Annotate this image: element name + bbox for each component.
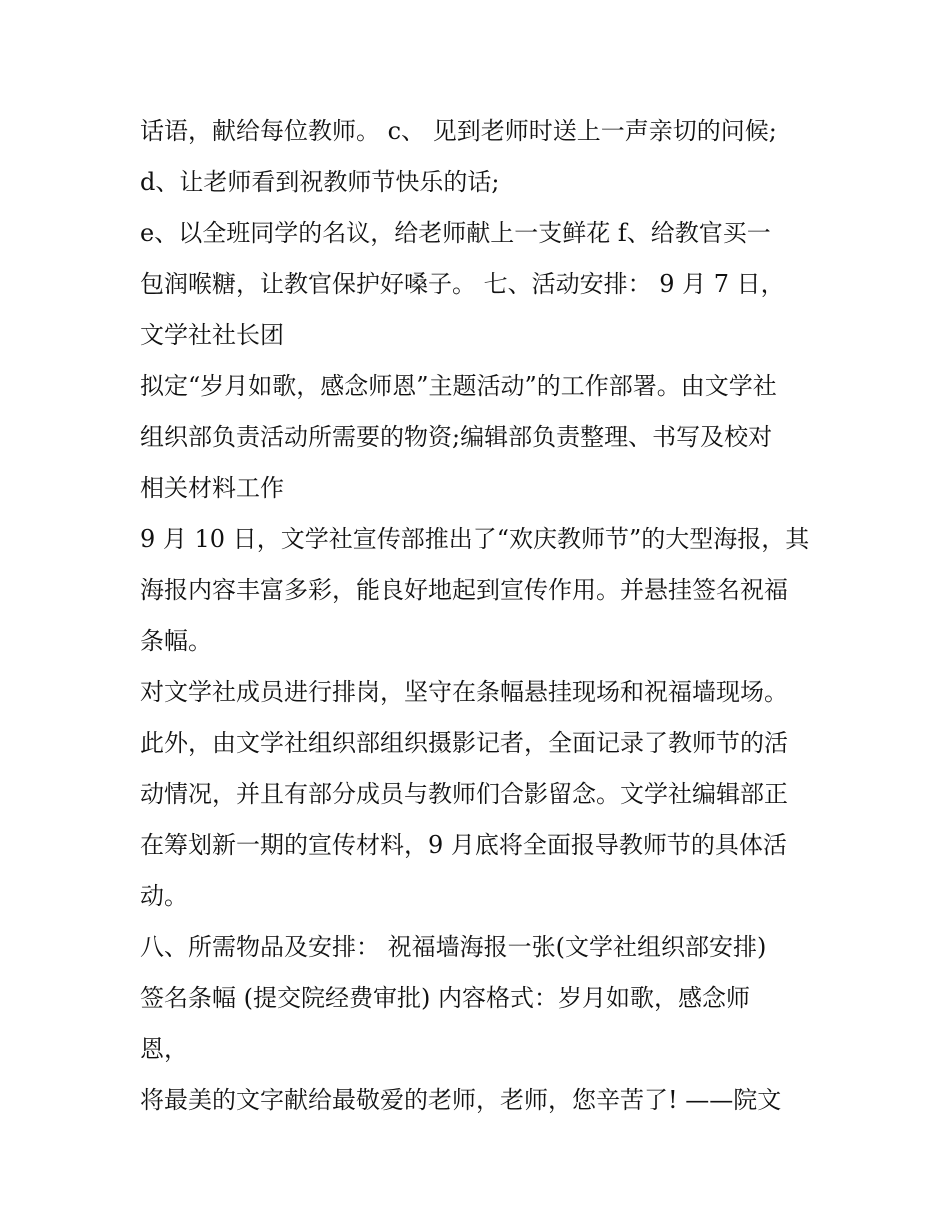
text-line: 拟定“岁月如歌，感念师恩”主题活动”的工作部署。由文学社 [140, 372, 777, 400]
text-line: 将最美的文字献给最敬爱的老师，老师，您辛苦了! ——院文 [140, 1086, 782, 1114]
text-line: 条幅。 [140, 627, 212, 655]
text-line: 恩， [140, 1035, 188, 1063]
text-line: 签名条幅 (提交院经费审批) 内容格式：岁月如歌，感念师 [140, 984, 750, 1012]
text-line: d、让老师看到祝教师节快乐的话; [140, 168, 500, 196]
text-line: 文学社社长团 [140, 321, 284, 349]
text-line: 包润喉糖，让教官保护好嗓子。 七、活动安排： 9 月 7 日， [140, 270, 785, 298]
text-line: 话语，献给每位教师。 c、 见到老师时送上一声亲切的问候; [140, 117, 777, 145]
text-line: 组织部负责活动所需要的物资;编辑部负责整理、书写及校对 [140, 423, 773, 451]
text-line: 动情况，并且有部分成员与教师们合影留念。文学社编辑部正 [140, 780, 788, 808]
text-line: 动。 [140, 882, 188, 910]
text-line: 海报内容丰富多彩，能良好地起到宣传作用。并悬挂签名祝福 [140, 576, 788, 604]
text-line: e、以全班同学的名议，给老师献上一支鲜花 f、给教官买一 [140, 219, 771, 247]
text-line: 相关材料工作 [140, 474, 284, 502]
text-line: 八、所需物品及安排： 祝福墙海报一张(文学社组织部安排) [140, 933, 767, 961]
text-line: 9 月 10 日，文学社宣传部推出了“欢庆教师节”的大型海报，其 [140, 525, 810, 553]
text-line: 在筹划新一期的宣传材料，9 月底将全面报导教师节的具体活 [140, 831, 787, 859]
text-line: 对文学社成员进行排岗，坚守在条幅悬挂现场和祝福墙现场。 [140, 678, 788, 706]
document-body [140, 106, 830, 1126]
text-line: 此外，由文学社组织部组织摄影记者，全面记录了教师节的活 [140, 729, 788, 757]
